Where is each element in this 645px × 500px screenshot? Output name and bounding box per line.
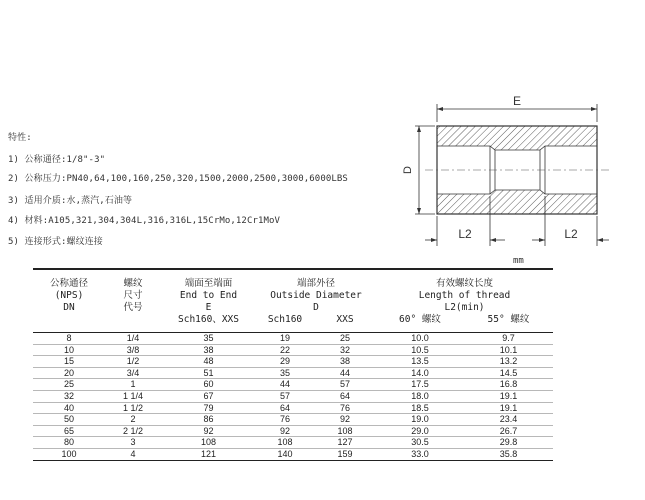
spec-table — [33, 268, 553, 461]
table-cell: 51 — [161, 367, 256, 379]
table-row — [33, 379, 553, 391]
table-cell: 60 — [161, 379, 256, 391]
table-cell: 108 — [256, 437, 314, 449]
table-cell: 10.0 — [376, 333, 464, 345]
table-cell: 140 — [256, 448, 314, 460]
table-cell: 17.5 — [376, 379, 464, 391]
table-cell: 4 — [105, 448, 161, 460]
table-cell: 3/4 — [105, 367, 161, 379]
table-row — [33, 437, 553, 449]
table-row — [33, 414, 553, 426]
table-cell: 2 — [105, 414, 161, 426]
table-cell: 1/4 — [105, 333, 161, 345]
table-cell: 1/2 — [105, 356, 161, 368]
table-cell: 20 — [33, 367, 105, 379]
table-cell: 16.8 — [464, 379, 553, 391]
header-xxs: XXS — [336, 314, 354, 325]
table-row — [33, 367, 553, 379]
table-cell: 76 — [314, 402, 376, 414]
table-cell: 29.8 — [464, 437, 553, 449]
table-cell: 108 — [161, 437, 256, 449]
table-cell: 44 — [256, 379, 314, 391]
header-55-thread: 55° 螺纹 — [487, 314, 530, 325]
table-cell: 35 — [256, 367, 314, 379]
table-cell: 1 1/2 — [105, 402, 161, 414]
table-cell: 25 — [314, 333, 376, 345]
table-cell: 65 — [33, 425, 105, 437]
table-cell: 18.5 — [376, 402, 464, 414]
table-row — [33, 344, 553, 356]
table-cell: 127 — [314, 437, 376, 449]
header-60-thread: 60° 螺纹 — [399, 314, 441, 325]
table-cell: 57 — [314, 379, 376, 391]
table-cell: 19.1 — [464, 390, 553, 402]
table-cell: 10 — [33, 344, 105, 356]
table-row — [33, 448, 553, 460]
table-cell: 92 — [314, 414, 376, 426]
table-cell: 64 — [314, 390, 376, 402]
table-cell: 100 — [33, 448, 105, 460]
coupling-drawing — [395, 86, 620, 256]
table-cell: 38 — [161, 344, 256, 356]
table-cell: 13.2 — [464, 356, 553, 368]
table-cell: 13.5 — [376, 356, 464, 368]
table-cell: 23.4 — [464, 414, 553, 426]
table-cell: 44 — [314, 367, 376, 379]
label-e: E — [512, 94, 522, 108]
table-cell: 35 — [161, 333, 256, 345]
table-cell: 86 — [161, 414, 256, 426]
table-cell: 19.1 — [464, 402, 553, 414]
table-cell: 18.0 — [376, 390, 464, 402]
table-cell: 30.5 — [376, 437, 464, 449]
table-cell: 19 — [256, 333, 314, 345]
unit-label: mm — [513, 256, 524, 266]
table-cell: 79 — [161, 402, 256, 414]
table-cell: 10.1 — [464, 344, 553, 356]
table-cell: 57 — [256, 390, 314, 402]
feature-item-material: 4) 材料:A105,321,304,304L,316,316L,15CrMo,12Cr1MoV — [8, 216, 281, 226]
table-cell: 108 — [314, 425, 376, 437]
table-row — [33, 333, 553, 345]
table-cell: 50 — [33, 414, 105, 426]
table-cell: 29.0 — [376, 425, 464, 437]
header-nominal: 公称通径 (NPS) DN — [33, 269, 105, 333]
table-cell: 9.7 — [464, 333, 553, 345]
table-cell: 3 — [105, 437, 161, 449]
table-cell: 14.0 — [376, 367, 464, 379]
table-cell: 3/8 — [105, 344, 161, 356]
table-cell: 67 — [161, 390, 256, 402]
table-row — [33, 356, 553, 368]
table-cell: 26.7 — [464, 425, 553, 437]
table-cell: 35.8 — [464, 448, 553, 460]
table-cell: 1 — [105, 379, 161, 391]
table-cell: 92 — [161, 425, 256, 437]
table-cell: 10.5 — [376, 344, 464, 356]
table-cell: 40 — [33, 402, 105, 414]
table-row — [33, 390, 553, 402]
table-cell: 19.0 — [376, 414, 464, 426]
table-cell: 22 — [256, 344, 314, 356]
table-cell: 92 — [256, 425, 314, 437]
label-d: D — [402, 166, 414, 174]
table-cell: 25 — [33, 379, 105, 391]
header-thread: 螺纹 尺寸 代号 — [105, 269, 161, 333]
table-cell: 32 — [33, 390, 105, 402]
table-cell: 38 — [314, 356, 376, 368]
table-row — [33, 425, 553, 437]
table-cell: 1 1/4 — [105, 390, 161, 402]
table-cell: 14.5 — [464, 367, 553, 379]
label-l2-right: L2 — [564, 227, 578, 241]
feature-item-size: 1) 公称通径:1/8"-3" — [8, 155, 106, 165]
spec-table-body — [33, 333, 553, 461]
table-cell: 32 — [314, 344, 376, 356]
header-end-to-end: 端面至端面 End to End E Sch160、XXS — [161, 269, 256, 333]
table-cell: 76 — [256, 414, 314, 426]
table-cell: 121 — [161, 448, 256, 460]
header-sch160: Sch160 — [267, 314, 303, 325]
feature-item-pressure: 2) 公称压力:PN40,64,100,160,250,320,1500,2000,2500,3000,6000LBS — [8, 174, 348, 184]
table-cell: 8 — [33, 333, 105, 345]
table-cell: 29 — [256, 356, 314, 368]
feature-item-connection: 5) 连接形式:螺纹连接 — [8, 237, 103, 247]
table-cell: 15 — [33, 356, 105, 368]
header-thread-length: 有效螺纹长度 Length of thread L2(min) — [376, 269, 553, 314]
label-l2-left: L2 — [458, 227, 472, 241]
table-cell: 33.0 — [376, 448, 464, 460]
table-cell: 159 — [314, 448, 376, 460]
feature-item-medium: 3) 适用介质:水,蒸汽,石油等 — [8, 196, 133, 206]
table-cell: 2 1/2 — [105, 425, 161, 437]
table-cell: 48 — [161, 356, 256, 368]
features-title: 特性: — [8, 133, 32, 143]
table-cell: 80 — [33, 437, 105, 449]
header-outside-diameter: 端部外径 Outside Diameter D — [256, 269, 376, 314]
table-cell: 64 — [256, 402, 314, 414]
table-row — [33, 402, 553, 414]
